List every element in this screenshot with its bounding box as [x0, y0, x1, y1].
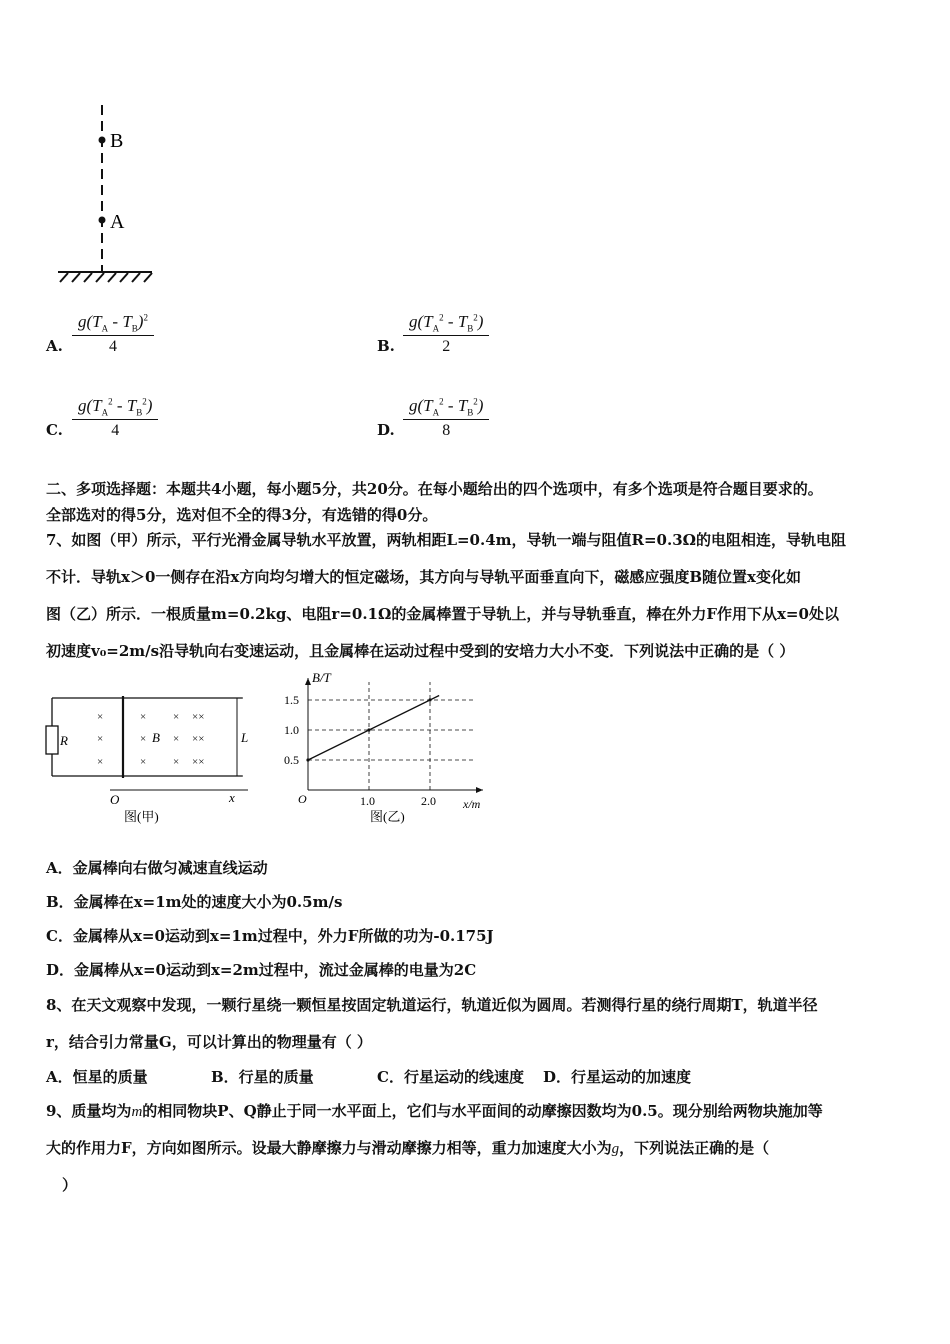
- option-a-num-g: g: [78, 312, 87, 331]
- option-c-denominator: 4: [111, 422, 120, 440]
- figure-yi-caption: 图(乙): [370, 809, 405, 824]
- q9-line2-part-b: ，下列说法正确的是（: [619, 1139, 770, 1157]
- origin-label: O: [110, 792, 120, 807]
- y-axis-arrow: [305, 678, 311, 685]
- y-tick-label: 0.5: [284, 753, 299, 767]
- resistor-label: R: [60, 733, 68, 748]
- field-crosses: [97, 711, 204, 768]
- resistor: [46, 726, 58, 754]
- y-tick-label: 1.5: [284, 693, 299, 707]
- svg-text:×: ×: [97, 733, 104, 745]
- section2-line1: 二、多项选择题：本题共4小题，每小题5分，共20分。在每小题给出的四个选项中，有多个选项是符合题目要求的。: [46, 480, 823, 498]
- option-d-denominator: 8: [442, 422, 451, 440]
- section2-line2: 全部选对的得5分，选对但不全的得3分，有选错的得0分。: [46, 506, 438, 524]
- svg-text:×: ×: [97, 711, 104, 723]
- q7-option-a: A．金属棒向右做匀减速直线运动: [46, 859, 268, 877]
- point-b-label: B: [110, 130, 124, 152]
- q8-line2: r，结合引力常量G，可以计算出的物理量有（ ）: [46, 1033, 372, 1051]
- ground-hatching: [60, 273, 152, 282]
- q9-line2: [46, 1138, 769, 1159]
- rails: [52, 698, 242, 776]
- svg-text:××: ××: [192, 711, 205, 723]
- q8-option-d: D．行星运动的加速度: [543, 1068, 692, 1086]
- q9-line1-part-a: 9、质量均为: [46, 1102, 132, 1120]
- q9-line1-part-b: 的相同物块P、Q静止于同一水平面上，它们与水平面间的动摩擦因数均为0.5。现分别给两物块施加等: [142, 1102, 823, 1120]
- q8-line1: 8、在天文观察中发现，一颗行星绕一颗恒星按固定轨道运行，轨道近似为圆周。若测得行星的绕行周期T，轨道半径: [46, 996, 818, 1014]
- data-point: [367, 728, 370, 731]
- option-b-num-g: g: [409, 312, 418, 331]
- svg-text:××: ××: [192, 756, 205, 768]
- svg-text:×: ×: [173, 711, 180, 723]
- q9-line1: [46, 1101, 823, 1122]
- option-b-fraction: $g(T_A^2 - T_B^2)$ 2: [403, 312, 489, 356]
- option-a-denominator: 4: [108, 338, 117, 356]
- y-tick-label: 1.0: [284, 723, 299, 737]
- q7-option-d: D．金属棒从x=0运动到x=2m过程中，流过金属棒的电量为2C: [46, 961, 477, 979]
- origin-label: O: [298, 792, 307, 806]
- svg-text:×: ×: [140, 733, 147, 745]
- q8-option-a: A．恒星的质量: [46, 1068, 148, 1086]
- svg-text:×: ×: [173, 733, 180, 745]
- q7-line2: 不计．导轨x＞0一侧存在沿x方向均匀增大的恒定磁场，其方向与导轨平面垂直向下，磁感应强度B随位置x变化如: [46, 568, 801, 586]
- option-c-fraction: $g(T_A^2 - T_B^2)$ 4: [72, 396, 158, 440]
- option-a-fraction: $g(T_A - T_B)^2$ 4: [72, 312, 154, 356]
- q9-gravity-symbol: g: [611, 1141, 620, 1157]
- data-point: [306, 758, 309, 761]
- option-b-letter: B.: [377, 337, 395, 355]
- svg-text:×: ×: [173, 756, 180, 768]
- field-label: B: [152, 730, 160, 745]
- q7-line1: 7、如图（甲）所示，平行光滑金属导轨水平放置，两轨相距L=0.4m，导轨一端与阻值R=0.3Ω的电阻相连，导轨电阻: [46, 531, 847, 549]
- svg-text:××: ××: [192, 733, 205, 745]
- figure-jia: [40, 688, 260, 833]
- x-axis-arrow: [476, 787, 483, 793]
- option-c-num-g: g: [78, 396, 87, 415]
- figure-points-ab: [40, 100, 180, 290]
- svg-text:×: ×: [140, 711, 147, 723]
- q9-line3: ）: [62, 1176, 78, 1194]
- point-a-label: A: [110, 211, 125, 233]
- svg-text:×: ×: [97, 756, 104, 768]
- x-axis-title: x/m: [463, 797, 481, 811]
- point-b: [99, 137, 106, 144]
- q7-option-b: B．金属棒在x=1m处的速度大小为0.5m/s: [46, 893, 343, 911]
- option-b-denominator: 2: [442, 338, 451, 356]
- svg-text:×: ×: [140, 756, 147, 768]
- option-d-num-g: g: [409, 396, 418, 415]
- option-d-letter: D.: [377, 421, 395, 439]
- point-a: [99, 217, 106, 224]
- q9-mass-symbol: m: [131, 1104, 143, 1120]
- option-a-letter: A.: [46, 337, 63, 355]
- y-axis-title: B/T: [312, 670, 331, 685]
- x-tick-label: 1.0: [360, 794, 375, 808]
- x-axis-label: x: [229, 790, 235, 805]
- q7-option-c: C．金属棒从x=0运动到x=1m过程中，外力F所做的功为-0.175J: [46, 927, 494, 945]
- data-point: [428, 698, 431, 701]
- option-c-letter: C.: [46, 421, 63, 439]
- figure-jia-caption: 图(甲): [124, 809, 159, 824]
- figure-yi-chart: [270, 668, 500, 833]
- q9-line2-part-a: 大的作用力F，方向如图所示。设最大静摩擦力与滑动摩擦力相等，重力加速度大小为: [46, 1139, 612, 1157]
- q8-option-c: C．行星运动的线速度: [377, 1068, 524, 1086]
- q7-line3: 图（乙）所示．一根质量m=0.2kg、电阻r=0.1Ω的金属棒置于导轨上，并与导轨垂直，棒在外力F作用下从x=0处以: [46, 605, 839, 623]
- x-tick-label: 2.0: [421, 794, 436, 808]
- q8-option-b: B．行星的质量: [211, 1068, 314, 1086]
- q7-line4: 初速度v₀=2m/s沿导轨向右变速运动，且金属棒在运动过程中受到的安培力大小不变．下列说法中正确的是（ ）: [46, 642, 795, 660]
- width-label: L: [241, 730, 249, 745]
- data-series-line: [308, 696, 439, 761]
- option-d-fraction: $g(T_A^2 - T_B^2)$ 8: [403, 396, 489, 440]
